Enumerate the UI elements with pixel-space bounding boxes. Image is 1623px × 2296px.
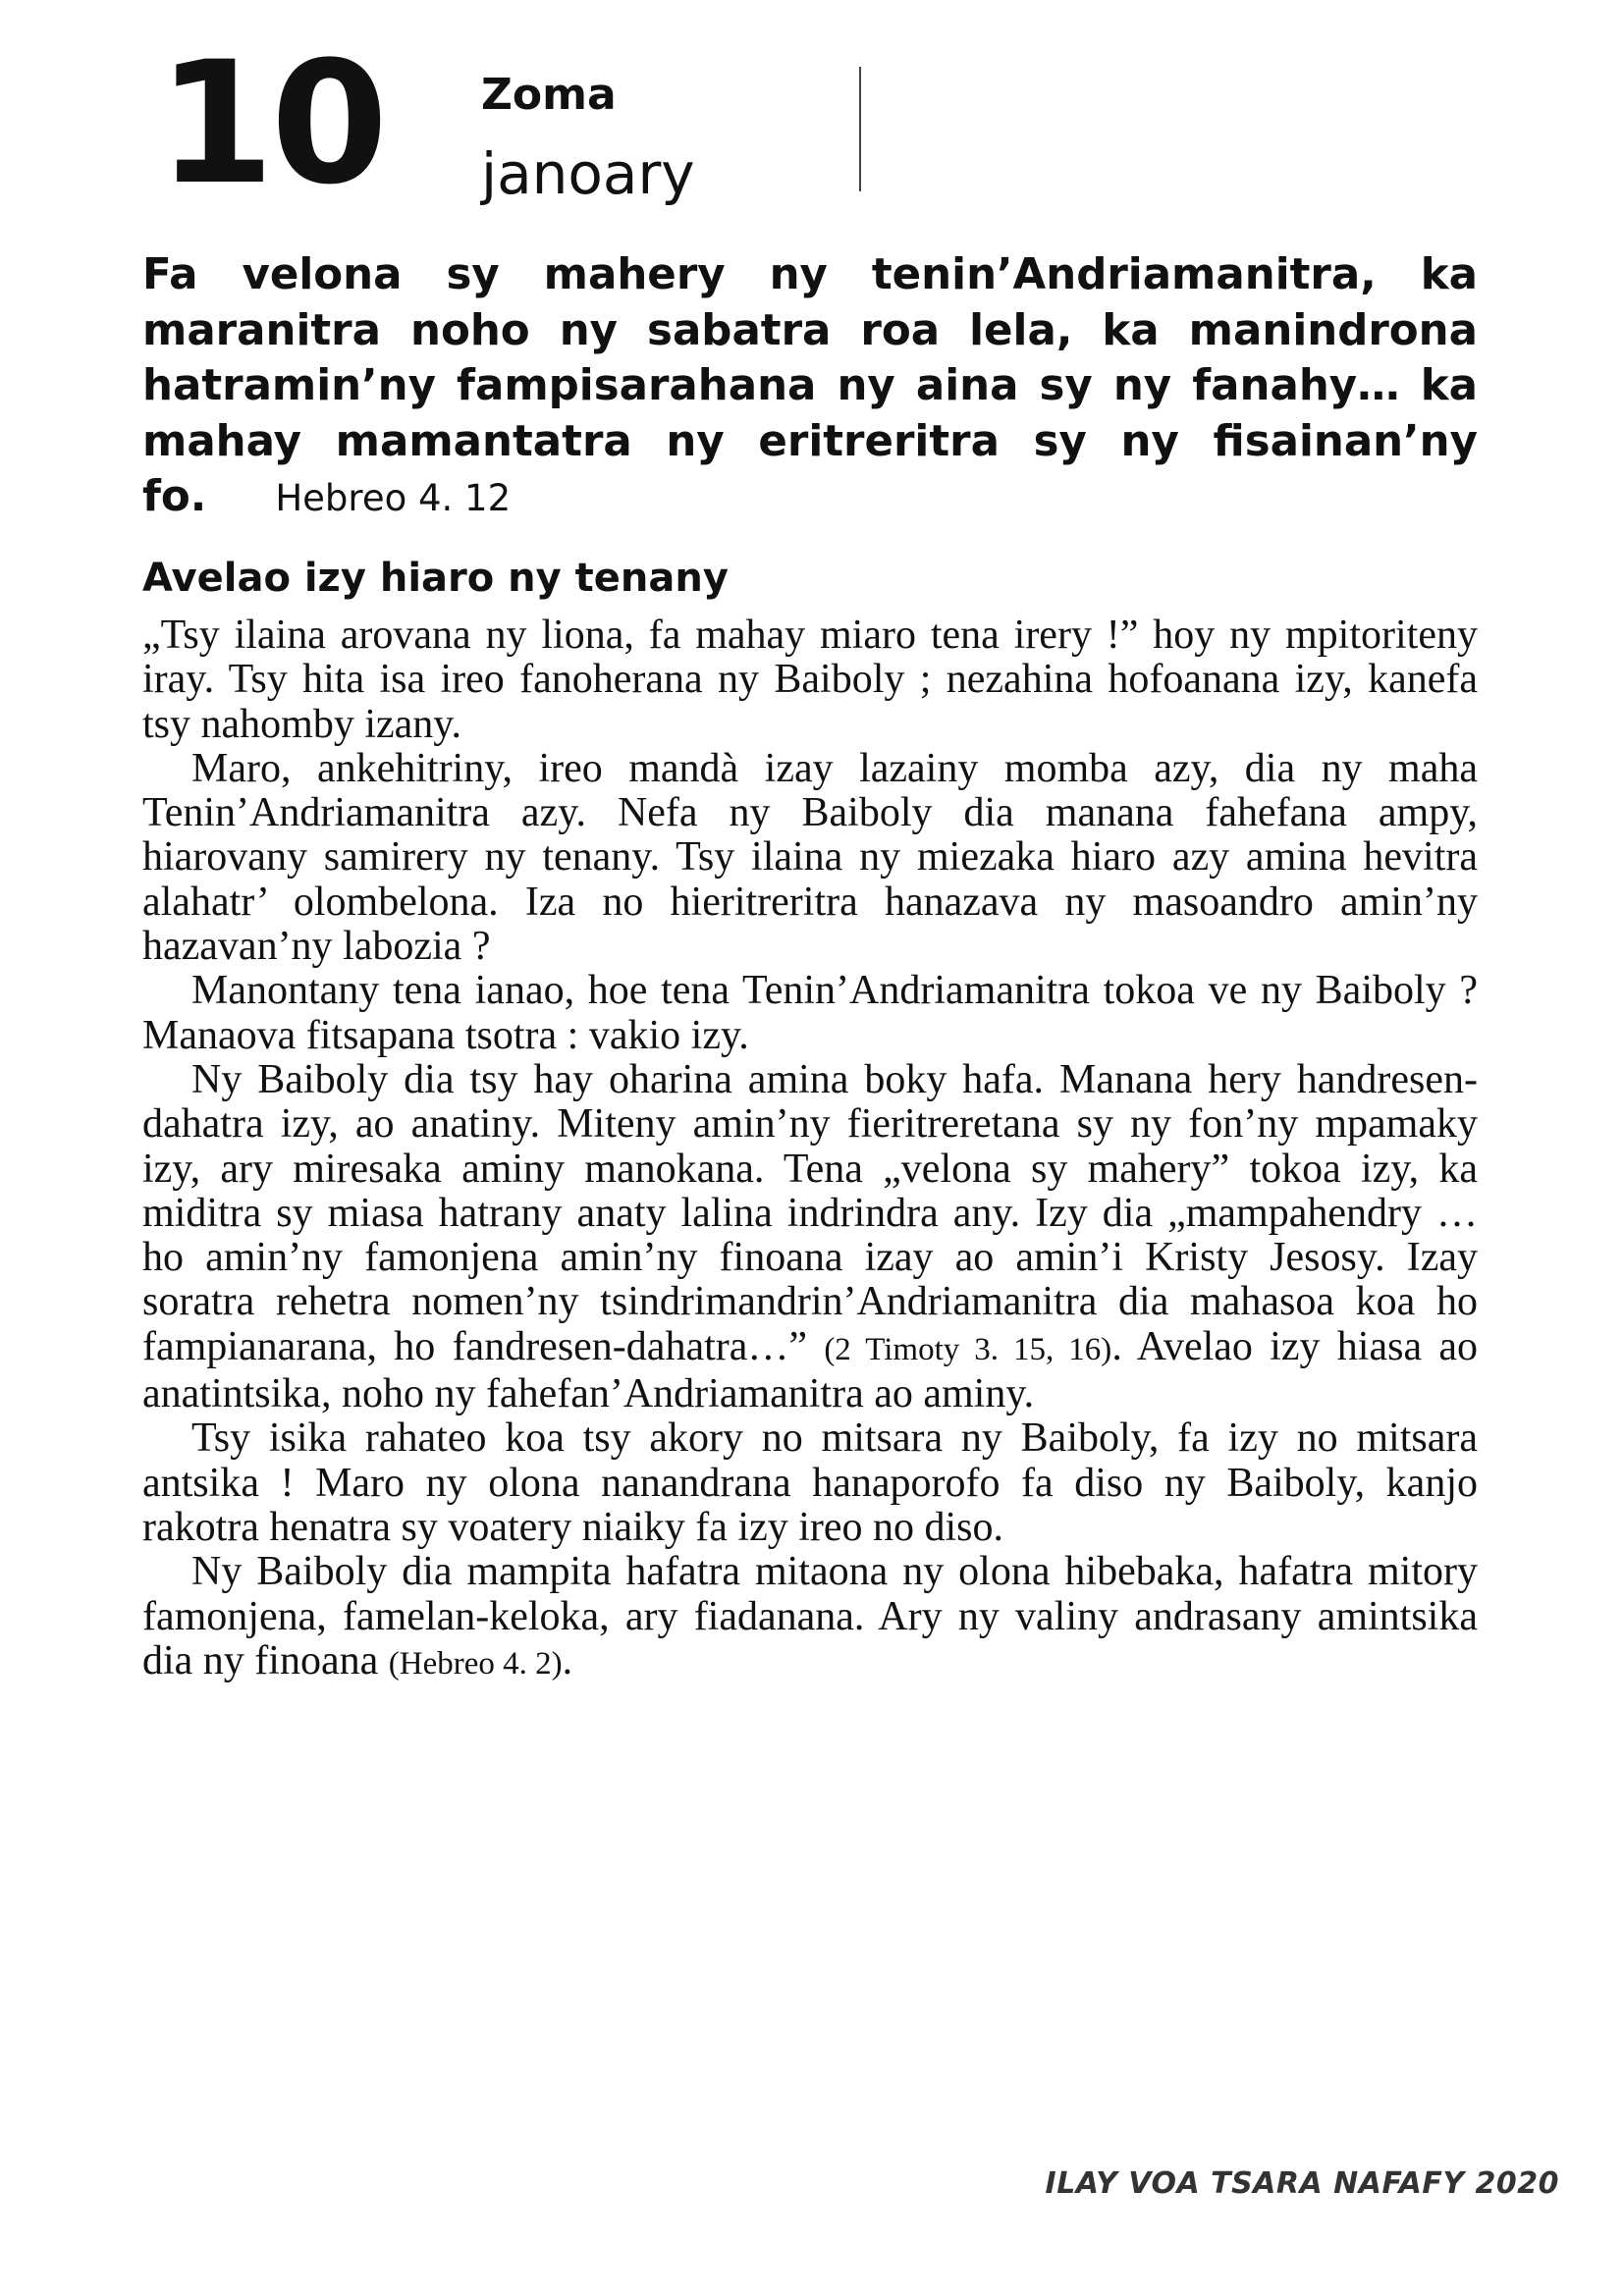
article-paragraph bbox=[142, 1550, 1478, 1686]
paragraph-text: Manontany tena ianao, hoe tena Tenin’Andriamanitra tokoa ve ny Baiboly ? Manaova fitsapana tsotra : vakio izy. bbox=[142, 968, 1478, 1058]
paragraph-text: Ny Baiboly dia mampita hafatra mitaona ny olona hibebaka, hafatra mitory famonjena, famelan-keloka, ary fiadanana. Ary ny valiny andrasany amintsika dia ny finoana bbox=[142, 1549, 1478, 1683]
month-label: janoary bbox=[481, 140, 695, 207]
bible-verse bbox=[142, 247, 1478, 527]
paragraph-text: „Tsy ilaina arovana ny liona, fa mahay miaro tena irery !” hoy ny mpitoriteny iray. Tsy hita isa ireo fanoherana ny Baiboly ; nezahina hofoanana izy, kanefa tsy nahomby izany. bbox=[142, 613, 1478, 747]
header-divider bbox=[859, 67, 861, 191]
article-paragraph bbox=[142, 1058, 1478, 1416]
scripture-reference: (Hebreo 4. 2) bbox=[388, 1645, 563, 1682]
article-paragraph bbox=[142, 1416, 1478, 1550]
article-paragraph bbox=[142, 969, 1478, 1058]
paragraph-text: Tsy isika rahateo koa tsy akory no mitsara ny Baiboly, fa izy no mitsara antsika ! Maro ny olona nanandrana hanaporofo fa diso ny Baiboly, kanjo rakotra henatra sy voatery niaiky fa izy ireo no diso. bbox=[142, 1415, 1478, 1550]
scripture-reference: (2 Timoty 3. 15, 16) bbox=[824, 1331, 1112, 1367]
paragraph-text-continued: . bbox=[562, 1637, 573, 1683]
publication-footer: ILAY VOA TSARA NAFAFY 2020 bbox=[1045, 2166, 1559, 2201]
paragraph-text-continued: . Avelao izy hiasa ao anatintsika, noho ny fahefan’Andriamanitra ao aminy. bbox=[142, 1323, 1479, 1417]
paragraph-text: Maro, ankehitriny, ireo mandà izay lazainy momba azy, dia ny maha Tenin’Andriamanitra azy. Nefa ny Baiboly dia manana fahefana ampy, hiarovany samirery ny tenany. Tsy ilaina ny miezaka hiaro azy amina hevitra alahatr’ olombelona. Iza no hieritreritra hanazava ny masoandro amin’ny hazavan’ny labozia ? bbox=[142, 745, 1478, 970]
verse-text: Fa velona sy mahery ny tenin’Andriamanitra, ka maranitra noho ny sabatra roa lela, ka manindrona hatramin’ny fampisarahana ny aina sy ny fanahy… ka mahay mamantatra ny eritreritra sy ny fisainan’ny fo. bbox=[142, 250, 1478, 521]
article-title: Avelao izy hiaro ny tenany bbox=[142, 556, 729, 601]
date-header bbox=[0, 0, 1623, 222]
article-paragraph bbox=[142, 747, 1478, 969]
article-paragraph bbox=[142, 614, 1478, 747]
verse-reference: Hebreo 4. 12 bbox=[275, 477, 512, 519]
weekday-label: Zoma bbox=[481, 70, 617, 120]
day-number: 10 bbox=[157, 25, 385, 222]
article-body bbox=[142, 614, 1478, 1686]
paragraph-text: Ny Baiboly dia tsy hay oharina amina boky hafa. Manana hery handresen-dahatra izy, ao anatiny. Miteny amin’ny fieritreretana sy ny fon’ny mpamaky izy, ary miresaka aminy manokana. Tena „velona sy mahery” tokoa izy, ka miditra sy miasa hatrany anaty lalina indrindra any. Izy dia „mampahendry … ho amin’ny famonjena amin’ny finoana izay ao amin’i Kristy Jesosy. Izay soratra rehetra nomen’ny tsindrimandrin’Andriamanitra dia mahasoa koa ho fampianarana, ho fandresen-dahatra…” bbox=[142, 1056, 1478, 1369]
